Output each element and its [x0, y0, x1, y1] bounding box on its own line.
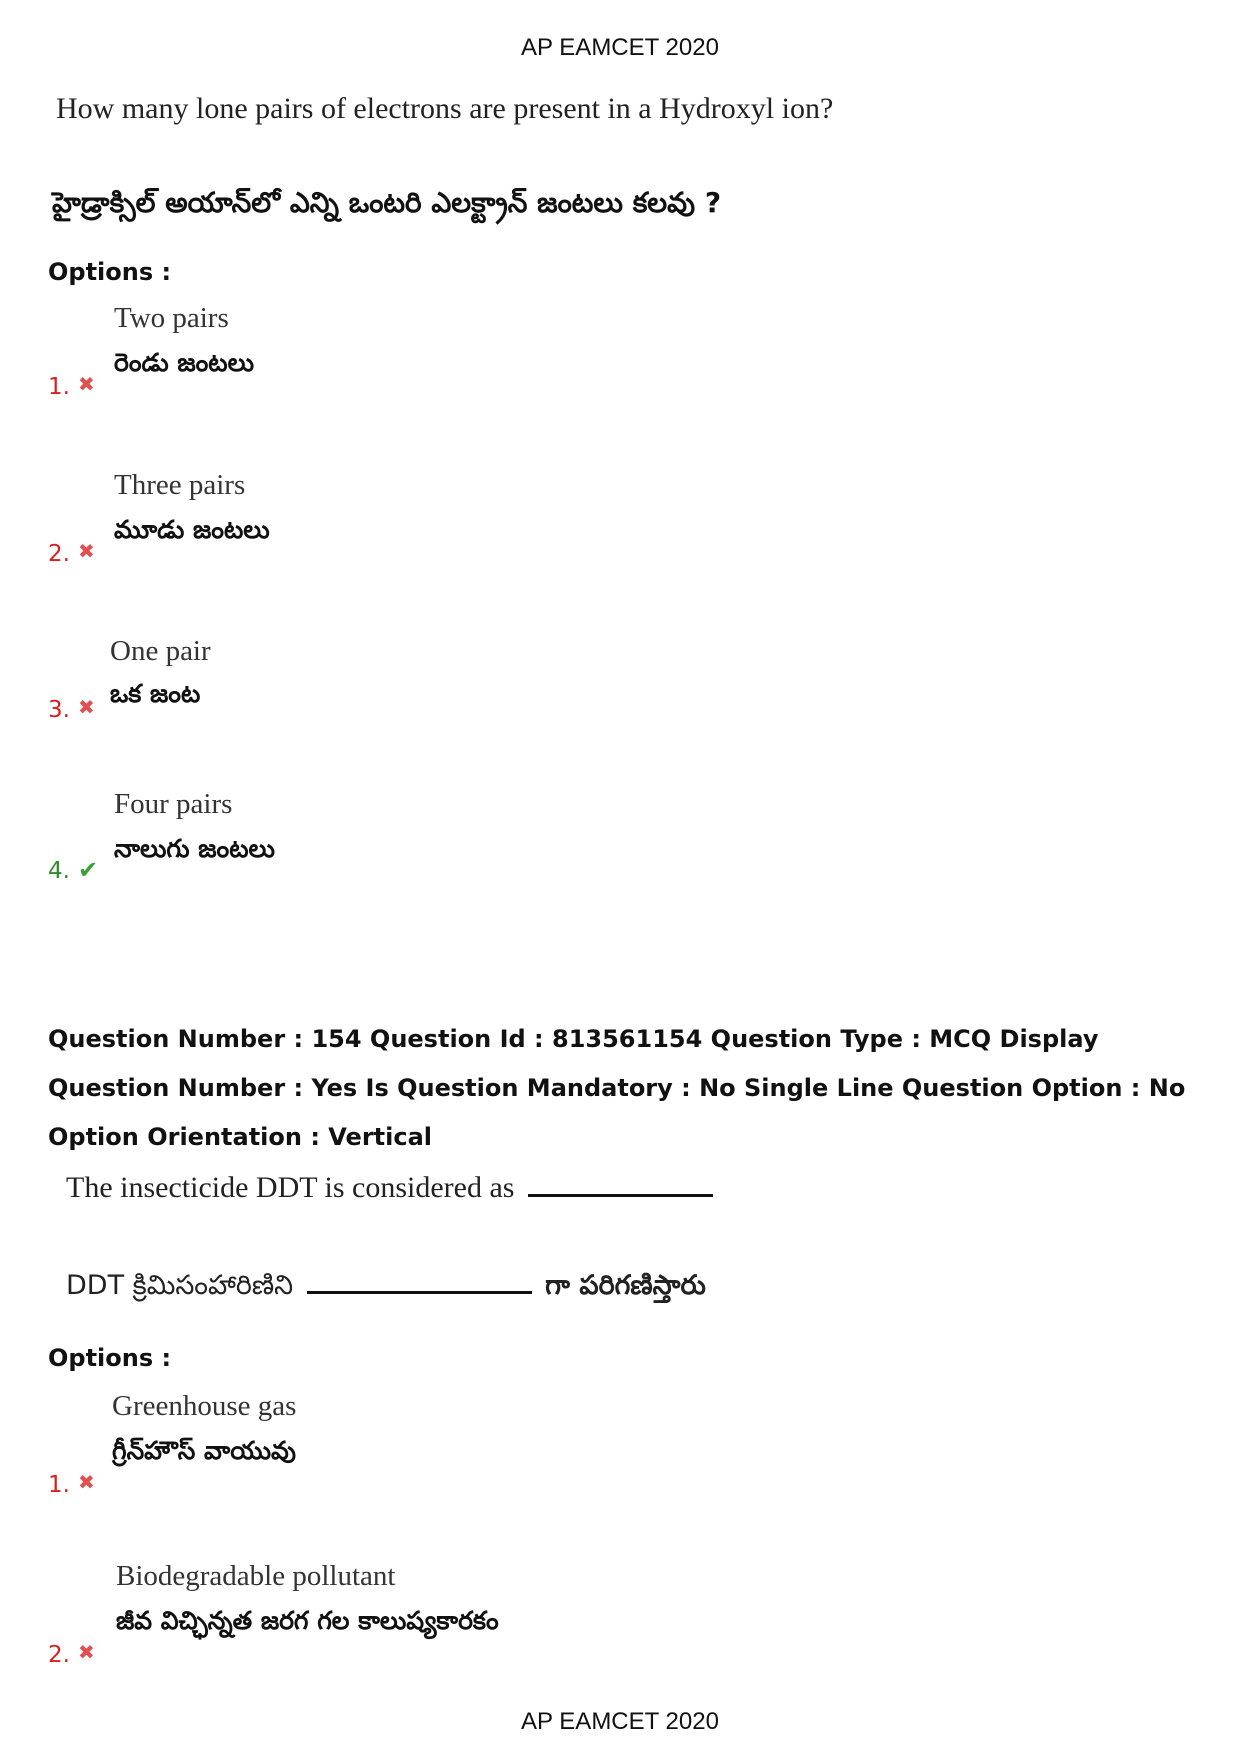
options-label: Options : [48, 258, 172, 286]
option-number: 4. [48, 858, 70, 884]
option-text-english: Greenhouse gas [112, 1390, 297, 1422]
option-text-english: One pair [110, 635, 211, 667]
option-number: 1. [48, 374, 70, 400]
option-1[interactable] [48, 302, 948, 412]
option-2[interactable] [48, 1560, 948, 1670]
cross-icon: ✖ [78, 695, 95, 719]
check-icon: ✔ [78, 856, 99, 884]
option-3[interactable] [48, 635, 948, 745]
question-meta: Question Number : 154 Question Id : 813561154 Question Type : MCQ Display Question Number : Yes Is Question Mandatory : No Single Line Question Option : No Option Orientation : Vertical [48, 1025, 1186, 1151]
option-text-telugu: ఒక జంట [110, 679, 201, 708]
question-text: The insecticide DDT is considered as [66, 1171, 515, 1204]
question-text-post: గా పరిగణిస్తారు [545, 1270, 706, 1301]
answer-blank [307, 1267, 532, 1294]
option-text-telugu: మూడు జంటలు [114, 515, 270, 544]
option-text-english: Biodegradable pollutant [116, 1560, 396, 1592]
question-text-english [66, 1170, 713, 1205]
option-text-english: Two pairs [114, 302, 229, 334]
options-label: Options : [48, 1344, 172, 1372]
option-2[interactable] [48, 469, 948, 579]
option-text-telugu: గ్రీన్‌హౌస్ వాయువు [112, 1436, 296, 1465]
option-number: 2. [48, 541, 70, 567]
option-1[interactable] [48, 1390, 948, 1500]
cross-icon: ✖ [78, 539, 95, 563]
cross-icon: ✖ [78, 1640, 95, 1664]
option-4[interactable] [48, 788, 948, 898]
question-text-pre: DDT క్రిమిసంహారిణిని [66, 1270, 294, 1301]
option-text-telugu: నాలుగు జంటలు [114, 834, 275, 863]
answer-blank [528, 1170, 713, 1197]
option-number: 2. [48, 1642, 70, 1668]
option-text-english: Four pairs [114, 788, 233, 820]
option-number: 3. [48, 697, 70, 723]
option-number: 1. [48, 1472, 70, 1498]
page-header: AP EAMCET 2020 [521, 34, 719, 61]
option-text-english: Three pairs [114, 469, 246, 501]
question-text-telugu [66, 1267, 706, 1308]
question-text-telugu: హైడ్రాక్సిల్ అయాన్‌లో ఎన్ని ఒంటరి ఎలక్ట్రాన్ జంటలు కలవు ? [52, 186, 722, 219]
option-text-telugu: రెండు జంటలు [114, 348, 254, 377]
cross-icon: ✖ [78, 372, 95, 396]
option-text-telugu: జీవ విచ్ఛిన్నత జరగ గల కాలుష్యకారకం [116, 1606, 499, 1635]
question-text-english: How many lone pairs of electrons are present in a Hydroxyl ion? [56, 92, 834, 125]
cross-icon: ✖ [78, 1470, 95, 1494]
page-footer: AP EAMCET 2020 [521, 1708, 719, 1735]
